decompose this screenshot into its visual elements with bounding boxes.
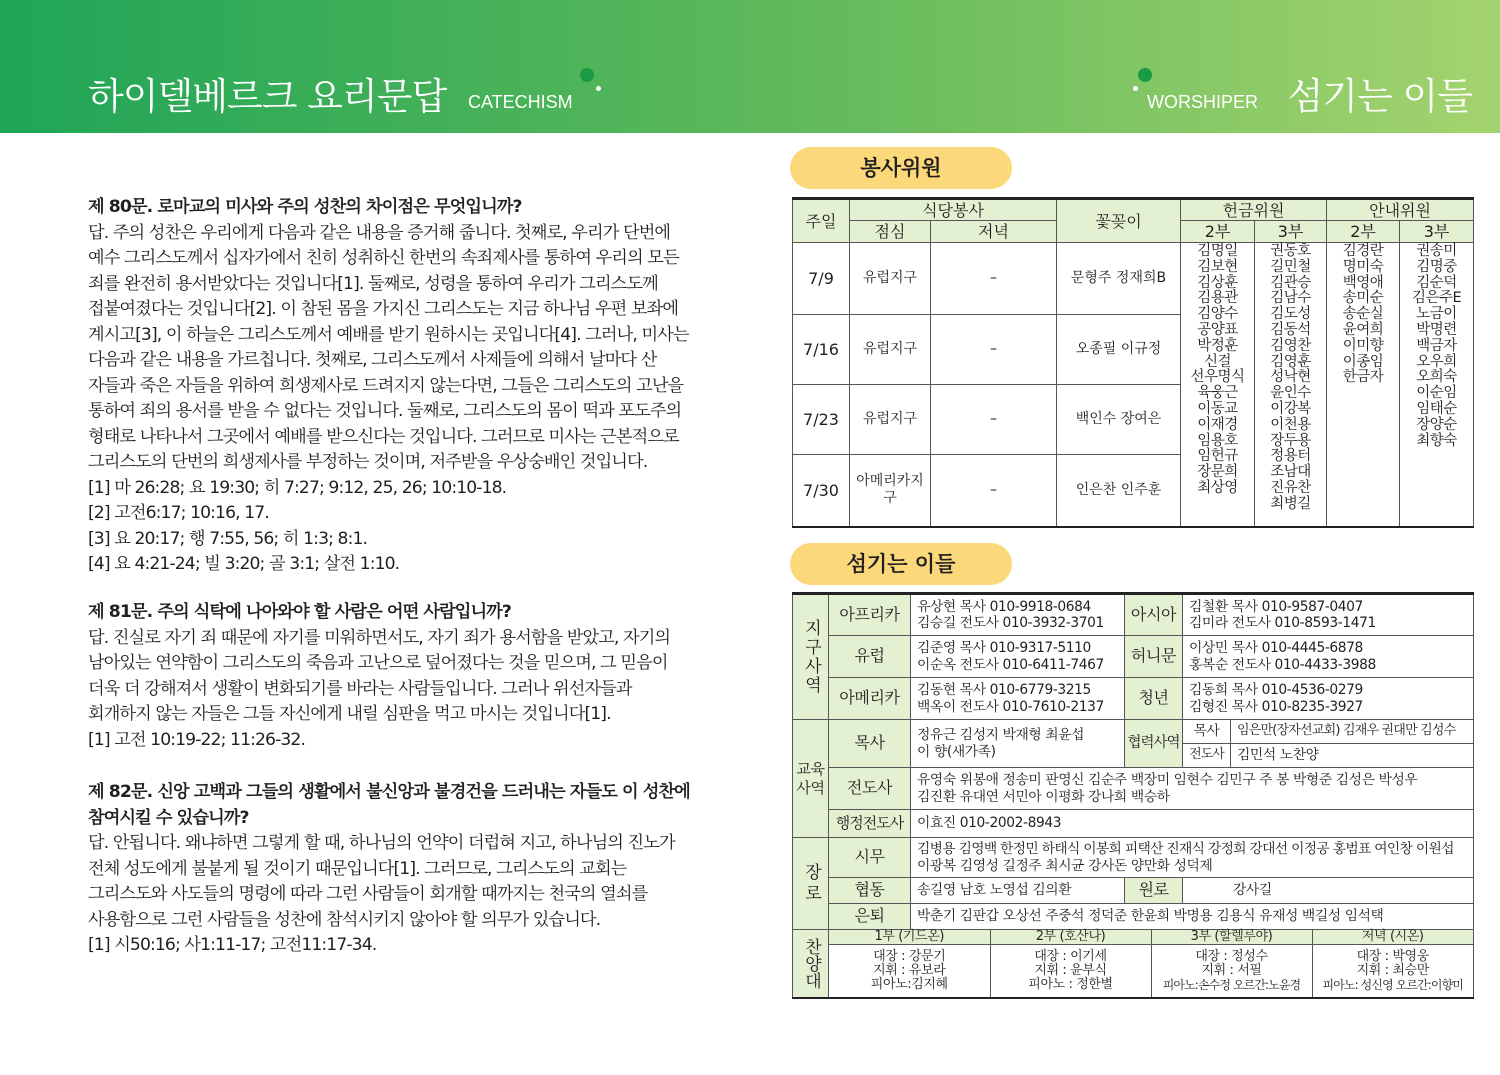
answer-line: 자들과 죽은 자들을 위하여 희생제사로 드려지지 않는다면, 그들은 그리스도의 고난을 xyxy=(88,375,684,396)
list-item: 윤여희 xyxy=(1342,321,1384,338)
choir-line: 대장 : 강문기 xyxy=(873,948,946,964)
hanimun-contacts xyxy=(1183,636,1474,678)
header-offering-3: 3부 xyxy=(1255,221,1327,243)
row-flower: 오종필 이규정 xyxy=(1057,315,1181,385)
choir-line: 대장 : 박영웅 xyxy=(1356,948,1429,964)
europe-contacts xyxy=(911,636,1125,678)
list-item: 진유찬 xyxy=(1270,479,1311,496)
asia-contacts xyxy=(1183,594,1474,636)
catechism-subtitle: CATECHISM xyxy=(468,92,573,112)
list-item: 김도성 xyxy=(1270,306,1311,323)
catechism-q80 xyxy=(88,195,742,578)
list-item: 권송미 xyxy=(1416,243,1457,259)
hanimun-label: 허니문 xyxy=(1125,636,1183,678)
header-banner xyxy=(0,0,1500,133)
reference-line: [1] 마 26:28; 요 19:30; 히 7:27; 9:12, 25, 26; 10:10-18. xyxy=(88,477,507,498)
answer-line: 계시고[3], 이 하늘은 그리스도께서 예배를 받기 원하시는 곳입니다[4]. 그러나, 미사는 xyxy=(88,324,689,345)
list-item: 송미순 xyxy=(1342,290,1384,307)
list-item: 육웅근 xyxy=(1197,385,1238,402)
answer-line: 전체 성도에게 불붙게 될 것이기 때문입니다[1]. 그러므로, 그리스도의 교회는 xyxy=(88,858,627,879)
row-lunch: 유럽지구 xyxy=(850,385,931,455)
list-item: 백금자 xyxy=(1416,337,1457,354)
reference-line: [1] 고전 10:19-22; 11:26-32. xyxy=(88,729,306,750)
answer-line: 죄를 완전히 용서받았다는 것입니다[1]. 둘째로, 성령을 통하여 우리가 그리스도께 xyxy=(88,273,658,294)
row-dinner: – xyxy=(931,385,1057,455)
name-line: 김병용 김영백 한정민 하태식 이봉희 피택산 진재식 강정희 강대선 이정공 홍범표 여인창 이원섭 xyxy=(917,841,1454,857)
list-item: 길민철 xyxy=(1270,258,1311,275)
offering-3-list xyxy=(1255,243,1327,527)
contact-line: 유상현 목사 010-9918-0684 xyxy=(917,598,1091,615)
list-item: 김보현 xyxy=(1197,258,1238,275)
header-flower: 꽃꽂이 xyxy=(1057,199,1181,243)
choir-members xyxy=(990,945,1151,997)
contact-line: 김철환 목사 010-9587-0407 xyxy=(1189,598,1363,615)
row-flower: 백인수 장여은 xyxy=(1057,385,1181,455)
list-item: 김경란 xyxy=(1342,243,1384,259)
elder-label: 장로 xyxy=(793,838,829,930)
list-item: 김은주E xyxy=(1411,290,1462,307)
choir-table xyxy=(829,930,1473,997)
service-table xyxy=(792,197,1474,528)
header-kitchen: 식당봉사 xyxy=(850,199,1057,221)
list-item: 이종임 xyxy=(1342,353,1384,370)
name-line: 이 향(새가족) xyxy=(917,743,996,760)
row-date: 7/16 xyxy=(793,315,850,385)
question-heading: 제 82문. 신앙 고백과 그들의 생활에서 불신앙과 불경건을 드러내는 자들도 이 성찬에 xyxy=(88,782,690,802)
choir-name: 2부 (호산나) xyxy=(990,930,1151,945)
contact-line: 김동현 목사 010-6779-3215 xyxy=(917,682,1091,698)
worshiper-title: 섬기는 이들 xyxy=(1287,75,1472,118)
advisor-elder-names: 강사길 xyxy=(1183,878,1474,904)
list-item: 김용관 xyxy=(1197,290,1238,307)
choir-name: 저녁 (시온) xyxy=(1312,930,1473,945)
choir-name: 1부 (기드온) xyxy=(829,930,990,945)
dot-icon xyxy=(1138,68,1152,82)
choir-line: 피아노 : 정한별 xyxy=(1028,976,1113,992)
service-title-pill: 봉사위원 xyxy=(790,147,1012,189)
reference-line: [1] 시50:16; 사1:11-17; 고전11:17-34. xyxy=(88,935,377,955)
contact-line: 김준영 목사 010-9317-5110 xyxy=(917,640,1091,656)
name-line: 이광복 김영성 길정주 최시균 강사돈 양만화 성덕제 xyxy=(917,857,1213,874)
list-item: 송순실 xyxy=(1342,306,1384,323)
row-flower: 인은찬 인주훈 xyxy=(1057,455,1181,527)
list-item: 김남수 xyxy=(1270,290,1311,307)
choir-members xyxy=(1312,945,1473,997)
active-elder-names xyxy=(911,838,1474,878)
evangelist-label: 전도사 xyxy=(829,768,911,810)
row-date: 7/9 xyxy=(793,243,850,315)
list-item: 윤인수 xyxy=(1270,385,1311,402)
answer-line: 형태로 나타나서 그곳에서 예배를 받으신다는 것입니다. 그러므로 미사는 근본적으로 xyxy=(88,426,679,447)
dot-icon xyxy=(1133,86,1138,91)
row-lunch: 유럽지구 xyxy=(850,315,931,385)
list-item: 김영훈 xyxy=(1270,353,1311,370)
list-item: 조남대 xyxy=(1270,464,1311,481)
coop-pastor-names: 임은만(장자선교회) 김재우 권대만 김성수 xyxy=(1231,720,1474,744)
reference-line: [4] 요 4:21-24; 빌 3:20; 골 3:1; 살전 1:10. xyxy=(88,554,400,574)
asia-label: 아시아 xyxy=(1125,594,1183,636)
list-item: 김영찬 xyxy=(1270,337,1311,354)
choir-line: 피아노: 성신영 오르간:이향미 xyxy=(1322,977,1463,992)
dot-icon xyxy=(596,86,601,91)
list-item: 오우희 xyxy=(1416,353,1457,370)
list-item: 이강복 xyxy=(1270,400,1311,417)
coop-evangelist-names: 김민석 노찬양 xyxy=(1231,744,1474,768)
guide-2-list xyxy=(1327,243,1400,527)
choir-line: 지휘 : 윤부식 xyxy=(1034,962,1107,978)
list-item: 박정훈 xyxy=(1197,337,1238,354)
active-elder-label: 시무 xyxy=(829,838,911,878)
list-item: 임태순 xyxy=(1416,400,1457,417)
coop-pastor-label: 목사 xyxy=(1183,720,1231,744)
name-line: 김진환 유대연 서민아 이평화 강나희 백승하 xyxy=(917,788,1170,805)
america-contacts xyxy=(911,678,1125,720)
youth-label: 청년 xyxy=(1125,678,1183,720)
question-heading: 제 80문. 로마교의 미사와 주의 성찬의 차이점은 무엇입니까? xyxy=(88,197,522,217)
list-item: 명미숙 xyxy=(1342,258,1384,275)
america-label: 아메리카 xyxy=(829,678,911,720)
answer-line: 접붙여졌다는 것입니다[2]. 이 참된 몸을 가지신 그리스도는 지금 하나님 우편 보좌에 xyxy=(88,299,679,319)
europe-label: 유럽 xyxy=(829,636,911,678)
list-item: 김동석 xyxy=(1270,321,1311,338)
retired-elder-label: 은퇴 xyxy=(829,904,911,930)
list-item: 오희숙 xyxy=(1416,369,1457,386)
choir-line: 피아노:김지혜 xyxy=(870,976,948,992)
contact-line: 이상민 목사 010-4445-6878 xyxy=(1189,640,1363,656)
list-item: 공양표 xyxy=(1197,321,1238,338)
list-item: 백영애 xyxy=(1342,274,1384,291)
choir-line: 지휘 : 유보라 xyxy=(873,962,946,978)
answer-line: 다음과 같은 내용을 가르칩니다. 첫째로, 그리스도께서 사제들에 의해서 날마다 산 xyxy=(88,350,657,370)
choir-line: 대장 : 정성수 xyxy=(1195,948,1268,964)
question-heading: 제 81문. 주의 식탁에 나아와야 할 사람은 어떤 사람입니까? xyxy=(88,602,511,622)
row-lunch: 유럽지구 xyxy=(850,243,931,315)
list-item: 한금자 xyxy=(1342,369,1384,386)
education-label-line: 교육 xyxy=(796,759,825,778)
row-date: 7/30 xyxy=(793,455,850,527)
admin-label: 행정전도사 xyxy=(829,810,911,838)
list-item: 김명일 xyxy=(1197,243,1238,259)
list-item: 장두용 xyxy=(1270,432,1311,449)
answer-line: 답. 주의 성찬은 우리에게 다음과 같은 내용을 증거해 줍니다. 첫째로, 우리가 단번에 xyxy=(88,222,671,243)
list-item: 이동교 xyxy=(1197,400,1238,417)
list-item: 이순임 xyxy=(1416,385,1457,402)
row-dinner: – xyxy=(931,315,1057,385)
contact-line: 이순옥 전도사 010-6411-7467 xyxy=(917,656,1104,673)
choir-line: 피아노:손수정 오르간:노윤경 xyxy=(1162,977,1301,992)
answer-line: 답. 진실로 자기 죄 때문에 자기를 미워하면서도, 자기 죄가 용서함을 받았고, 자기의 xyxy=(88,627,671,648)
assoc-elder-names: 송길영 남호 노영섭 김의환 xyxy=(911,878,1125,904)
choir-label: 찬양대 xyxy=(793,930,829,998)
list-item: 권동호 xyxy=(1270,243,1311,259)
list-item: 이미향 xyxy=(1342,337,1384,354)
answer-line: 사용함으로 그런 사람들을 성찬에 참석시키지 않아야 할 의무가 있습니다. xyxy=(88,909,601,930)
dot-icon xyxy=(580,68,594,82)
row-dinner: – xyxy=(931,455,1057,527)
header-date: 주일 xyxy=(793,199,850,243)
header-guide-3: 3부 xyxy=(1400,221,1474,243)
catechism-q81 xyxy=(88,600,742,753)
list-item: 성낙현 xyxy=(1270,369,1311,386)
header-offering: 헌금위원 xyxy=(1181,199,1327,221)
africa-label: 아프리카 xyxy=(829,594,911,636)
list-item: 임헌규 xyxy=(1197,448,1238,465)
name-line: 유영숙 위봉애 정송미 판영신 김순주 백장미 임현수 김민구 주 봉 박형준 김성은 박성우 xyxy=(917,772,1418,788)
contact-line: 김형진 목사 010-8235-3927 xyxy=(1189,698,1363,715)
row-dinner: – xyxy=(931,243,1057,315)
contact-line: 김미라 전도사 010-8593-1471 xyxy=(1189,615,1376,631)
coop-label: 협력사역 xyxy=(1125,720,1183,768)
list-item: 김양수 xyxy=(1197,306,1238,323)
catechism-title: 하이델베르크 요리문답 xyxy=(88,75,447,118)
choir-grid xyxy=(829,930,1474,998)
choir-line: 지휘 : 서필 xyxy=(1201,962,1262,978)
row-flower: 문형주 정재희B xyxy=(1057,243,1181,315)
list-item: 김순덕 xyxy=(1416,274,1457,291)
choir-name: 3부 (할렐루야) xyxy=(1151,930,1312,945)
contact-line: 김승길 전도사 010-3932-3701 xyxy=(917,615,1104,631)
reference-line: [2] 고전6:17; 10:16, 17. xyxy=(88,503,269,523)
reference-line: [3] 요 20:17; 행 7:55, 56; 히 1:3; 8:1. xyxy=(88,528,368,549)
admin-contact: 이효진 010-2002-8943 xyxy=(911,810,1474,838)
advisor-elder-label: 원로 xyxy=(1125,878,1183,904)
answer-line: 그리스도의 단번의 희생제사를 부정하는 것이며, 저주받을 우상숭배인 것입니다. xyxy=(88,452,648,472)
list-item: 임용호 xyxy=(1197,432,1238,449)
list-item: 이재경 xyxy=(1197,416,1238,433)
list-item: 이천용 xyxy=(1270,416,1311,433)
list-item: 신걸 xyxy=(1204,353,1232,370)
education-label-line: 사역 xyxy=(796,778,825,797)
region-label: 지구사역 xyxy=(793,594,829,720)
row-date: 7/23 xyxy=(793,385,850,455)
answer-line: 회개하지 않는 자들은 그들 자신에게 내릴 심판을 먹고 마시는 것입니다[1]. xyxy=(88,704,611,724)
list-item: 최병길 xyxy=(1270,495,1311,512)
choir-members xyxy=(1151,945,1312,997)
choir-line: 지휘 : 최승만 xyxy=(1356,962,1429,978)
workers-title-pill: 섬기는 이들 xyxy=(790,543,1012,585)
offering-2-list xyxy=(1181,243,1255,527)
worshiper-subtitle: WORSHIPER xyxy=(1147,92,1259,112)
list-item: 최상영 xyxy=(1197,479,1238,496)
list-item: 김상훈 xyxy=(1197,274,1238,291)
list-item: 김명중 xyxy=(1416,258,1457,275)
education-label xyxy=(793,720,829,838)
list-item: 박명련 xyxy=(1416,321,1457,338)
header-lunch: 점심 xyxy=(850,221,931,243)
list-item: 장문희 xyxy=(1197,464,1238,481)
header-guide: 안내위원 xyxy=(1327,199,1474,221)
answer-line: 통하여 죄의 용서를 받을 수 없다는 것입니다. 둘째로, 그리스도의 몸이 떡과 포도주의 xyxy=(88,401,682,421)
list-item: 선우명식 xyxy=(1190,369,1245,386)
evangelist-names xyxy=(911,768,1474,810)
workers-table xyxy=(792,592,1474,999)
answer-line: 답. 안됩니다. 왜냐하면 그렇게 할 때, 하나님의 언약이 더럽혀 지고, 하나님의 진노가 xyxy=(88,833,675,853)
youth-contacts xyxy=(1183,678,1474,720)
answer-line: 그리스도와 사도들의 명령에 따라 그런 사람들이 회개할 때까지는 천국의 열쇠를 xyxy=(88,884,648,904)
header-guide-2: 2부 xyxy=(1327,221,1400,243)
coop-evangelist-label: 전도사 xyxy=(1183,744,1231,768)
choir-line: 대장 : 이기세 xyxy=(1034,948,1107,964)
list-item: 노금이 xyxy=(1416,306,1457,323)
contact-line: 백옥이 전도사 010-7610-2137 xyxy=(917,698,1104,715)
retired-elder-names: 박춘기 김판갑 오상선 주중석 정덕준 한윤희 박명용 김용식 유재성 백길성 임석택 xyxy=(911,904,1474,930)
list-item: 김관승 xyxy=(1270,274,1311,291)
list-item: 정용터 xyxy=(1270,448,1311,465)
question-heading: 참여시킬 수 있습니까? xyxy=(88,807,249,828)
row-lunch: 아메리카지구 xyxy=(850,455,931,527)
choir-members xyxy=(829,945,990,997)
contact-line: 김동희 목사 010-4536-0279 xyxy=(1189,682,1363,698)
list-item: 최향숙 xyxy=(1416,432,1457,449)
assoc-elder-label: 협동 xyxy=(829,878,911,904)
pastor-label: 목사 xyxy=(829,720,911,768)
contact-line: 홍복순 전도사 010-4433-3988 xyxy=(1189,656,1376,673)
header-offering-2: 2부 xyxy=(1181,221,1255,243)
header-dinner: 저녁 xyxy=(931,221,1057,243)
africa-contacts xyxy=(911,594,1125,636)
pastor-names xyxy=(911,720,1125,768)
catechism-q82 xyxy=(88,780,742,959)
list-item: 장양순 xyxy=(1416,416,1457,433)
answer-line: 예수 그리스도께서 십자가에서 친히 성취하신 한번의 속죄제사를 통하여 우리의 모든 xyxy=(88,248,679,268)
guide-3-list xyxy=(1400,243,1474,527)
name-line: 정유근 김성지 박재형 최윤섭 xyxy=(917,727,1085,743)
answer-line: 더욱 더 강해져서 생활이 변화되기를 바라는 사람들입니다. 그러나 위선자들과 xyxy=(88,678,632,699)
answer-line: 남아있는 연약함이 그리스도의 죽음과 고난으로 덮어졌다는 것을 믿으며, 그 믿음이 xyxy=(88,653,668,673)
